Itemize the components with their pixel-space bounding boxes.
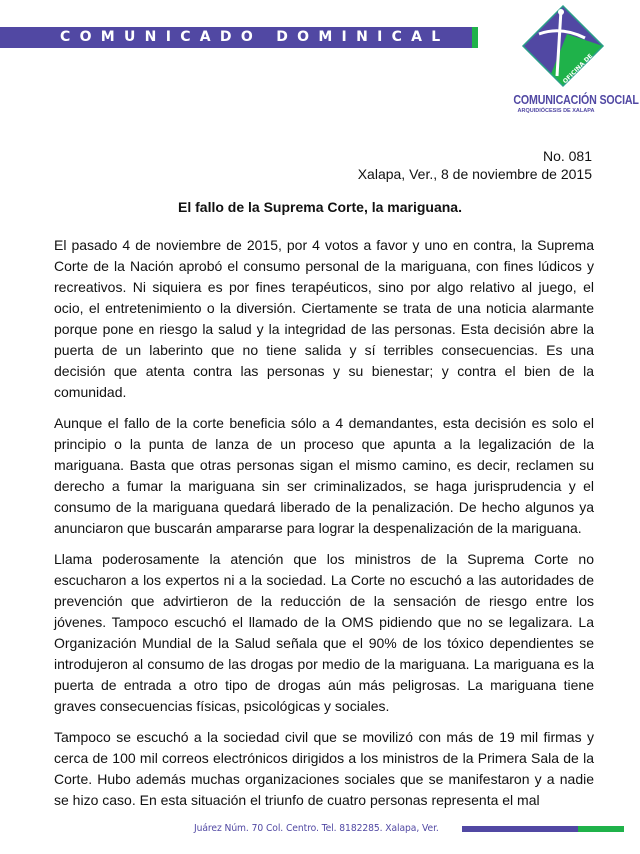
logo-title: COMUNICACIÓN SOCIAL	[513, 92, 639, 107]
footer-bar	[462, 826, 578, 832]
paragraph: Tampoco se escuchó a la sociedad civil que se movilizó con más de 19 mil firmas y cerca de 100 mil correos electrónicos dirigidos a los ministros de la Primera Sala de la Corte. Hubo además muchas organizaciones sociales que se manifestaron y a nadie se hizo caso. En esta situación el triunfo de cuatro personas representa el mal	[54, 729, 594, 808]
document-place-date: Xalapa, Ver., 8 de noviembre de 2015	[357, 166, 592, 182]
logo-emblem-text: OFICINA DE	[561, 52, 595, 86]
document-number: No. 081	[542, 148, 592, 164]
footer-address: Juárez Núm. 70 Col. Centro. Tel. 8182285. Xalapa, Ver.	[194, 823, 439, 834]
document-body	[54, 235, 594, 821]
logo-subtitle: ARQUIDIÓCESIS DE XALAPA	[517, 108, 595, 114]
paragraph: Llama poderosamente la atención que los ministros de la Suprema Corte no escucharon a los expertos ni a la sociedad. La Corte no escuchó a las autoridades de prevención que advirtieron de la reducción de la sensación de riesgo entre los jóvenes. Tampoco escuchó el llamado de la OMS pidiendo que no se legalizara. La Organización Mundial de la Salud señala que el 90% de los tóxico dependientes se introdujeron al consumo de las drogas por medio de la mariguana. La mariguana es la puerta de entrada a otro tipo de drogas aún más peligrosas. La mariguana tiene graves consecuencias físicas, psicológicas y sociales.	[54, 551, 594, 714]
footer-bar-accent	[578, 826, 624, 832]
diocese-logo-emblem	[521, 4, 605, 88]
paragraph: Aunque el fallo de la corte beneficia sólo a 4 demandantes, esta decisión es solo el principio o la punta de lanza de un proceso que apunta a la legalización de la mariguana. Basta que otras personas sigan el mismo camino, es decir, reclamen su derecho a fumar la mariguana sin ser criminalizados, se haga jurisprudencia y el consumo de la mariguana quedará liberado de la penalización. De hecho algunos ya anunciaron que buscarán ampararse para lograr la despenalización de la mariguana.	[54, 415, 594, 536]
document-title: El fallo de la Suprema Corte, la mariguana.	[178, 199, 462, 215]
header-banner-accent	[472, 27, 478, 48]
logo-figure-head	[558, 9, 564, 15]
banner-title: COMUNICADO DOMINICAL	[60, 29, 450, 45]
paragraph: El pasado 4 de noviembre de 2015, por 4 votos a favor y uno en contra, la Suprema Corte de la Nación aprobó el consumo personal de la mariguana, con fines lúdicos y recreativos. Ni siquiera es por fines terapéuticos, sino por algo relativo al juego, el ocio, el entretenimiento o la diversión. Ciertamente se trata de una noticia alarmante porque pone en riesgo la salud y la integridad de las personas. Esta decisión abre la puerta de un laberinto que no tiene salida y sí terribles consecuencias. Es una decisión que atenta contra las personas y su bienestar; y contra el bien de la comunidad.	[54, 237, 594, 400]
